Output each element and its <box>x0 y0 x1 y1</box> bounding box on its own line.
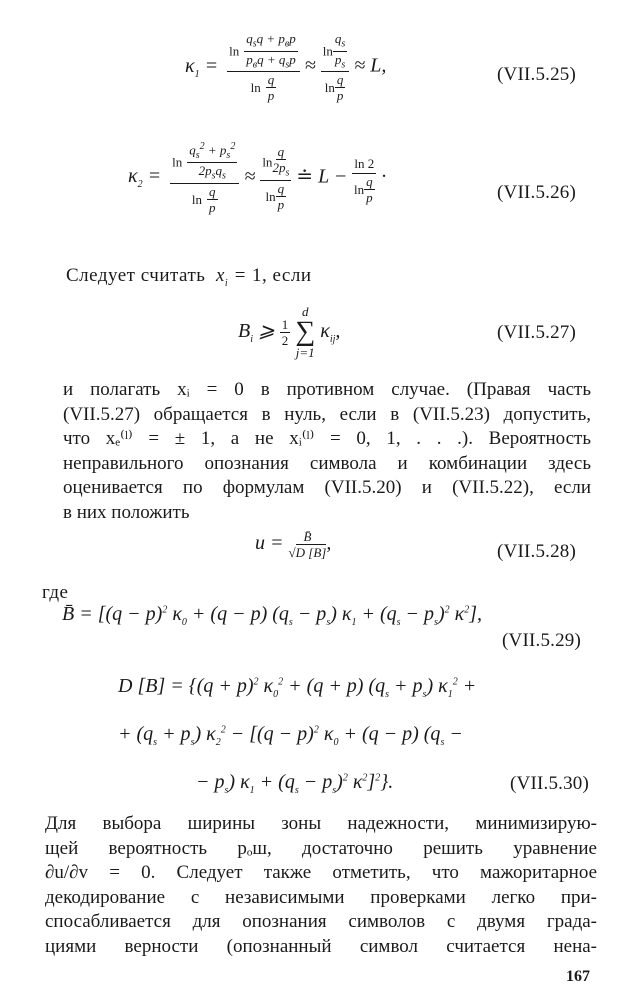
equation-25: $\kappa_1$ = ln $\frac{q_sq + p_вp}{p_вq + q_sp}$ ln $\frac{q}{p}$ ≈ ln $\frac{q_s}{p_s}$ ln $\frac{q}{p}$ ≈ L, <box>185 31 387 104</box>
text-line: Для выбора ширины зоны надежности, минимизирую- <box>45 813 597 834</box>
equation-number: (VII.5.28) <box>497 541 577 562</box>
text-line: (VII.5.27) обращается в нуль, если в (VII.5.23) допустить, <box>63 403 591 425</box>
where-text: где <box>42 582 69 603</box>
equation-number: (VII.5.26) <box>497 182 577 203</box>
equation-28: u = $\frac{B̄}{√D [B]}$ , <box>255 529 332 560</box>
text-line: ∂u/∂v = 0. Следует также отметить, что мажоритарное <box>45 862 597 883</box>
text-line: циями верности (опознанный символ считается нена- <box>45 935 597 957</box>
equation-number: (VII.5.29) <box>502 630 582 651</box>
follows-line: Следует считать $x_i = 1$, если <box>66 265 312 289</box>
if-text: , если <box>262 265 312 286</box>
text-line: оценивается по формулам (VII.5.20) и (VII.5.22), если <box>63 477 591 498</box>
equation-number: (VII.5.30) <box>510 773 590 794</box>
page-number: 167 <box>566 968 590 985</box>
text-line: щей вероятность pₒш, достаточно решить уравнение <box>45 837 597 859</box>
equation-27: $B_i$ ⩾ $\frac{1}{2}$ d ∑ j=1 $\kappa_{ij}$, <box>238 304 341 360</box>
text-line: декодирование с независимыми проверками легко при- <box>45 886 597 908</box>
text-line: спосабливается для опознания символов с двумя града- <box>45 911 597 932</box>
equation-30-line-2: + $(q_s + p_s) \kappa_2^2 - [(q - p)^2$ $\kappa_0 + (q - p) (q_s$ − <box>118 723 463 748</box>
follows-text: Следует считать <box>66 265 206 286</box>
equation-26: $\kappa_2$ = ln $\frac{q_s^2 + p_s^2}{2p_sq_s}$ ln $\frac{q}{p}$ ≈ ln $\frac{q}{2p_s}$ ln $\frac{q}{p}$ ≐ L − ln 2 ln $\frac{q}{p}$ · <box>128 141 387 215</box>
paragraph-1 <box>63 378 591 525</box>
equation-number: (VII.5.27) <box>497 322 577 343</box>
equation-30-line-3: − $p_s$) $\kappa_1 + (q_s - p_s)^2$ $\kappa^2]^2$}. <box>196 771 394 796</box>
text-line: неправильного опознания символа и комбинации здесь <box>63 452 591 474</box>
equation-number: (VII.5.25) <box>497 64 577 85</box>
equation-30-line-1: D $[B] = \{(q + p)^2$ $\kappa_0^2 + (q + p) (q_s + p_s) \kappa_1^2$ + <box>118 675 477 700</box>
text-line: в них положить <box>63 501 190 523</box>
text-line: что xₑ⁽ˡ⁾ = ± 1, а не xᵢ⁽ˡ⁾ = 0, 1, . . .). Вероятность <box>63 428 591 449</box>
equation-29: B̄ = [$(q - p)^2$ $\kappa_0 + (q - p) (q_s - p_s) \kappa_1 + (q_s - p_s)^2$ $\kappa^2$], <box>62 603 483 628</box>
text-line: и полагать xᵢ = 0 в противном случае. (Правая часть <box>63 379 591 400</box>
paragraph-2 <box>45 812 597 959</box>
